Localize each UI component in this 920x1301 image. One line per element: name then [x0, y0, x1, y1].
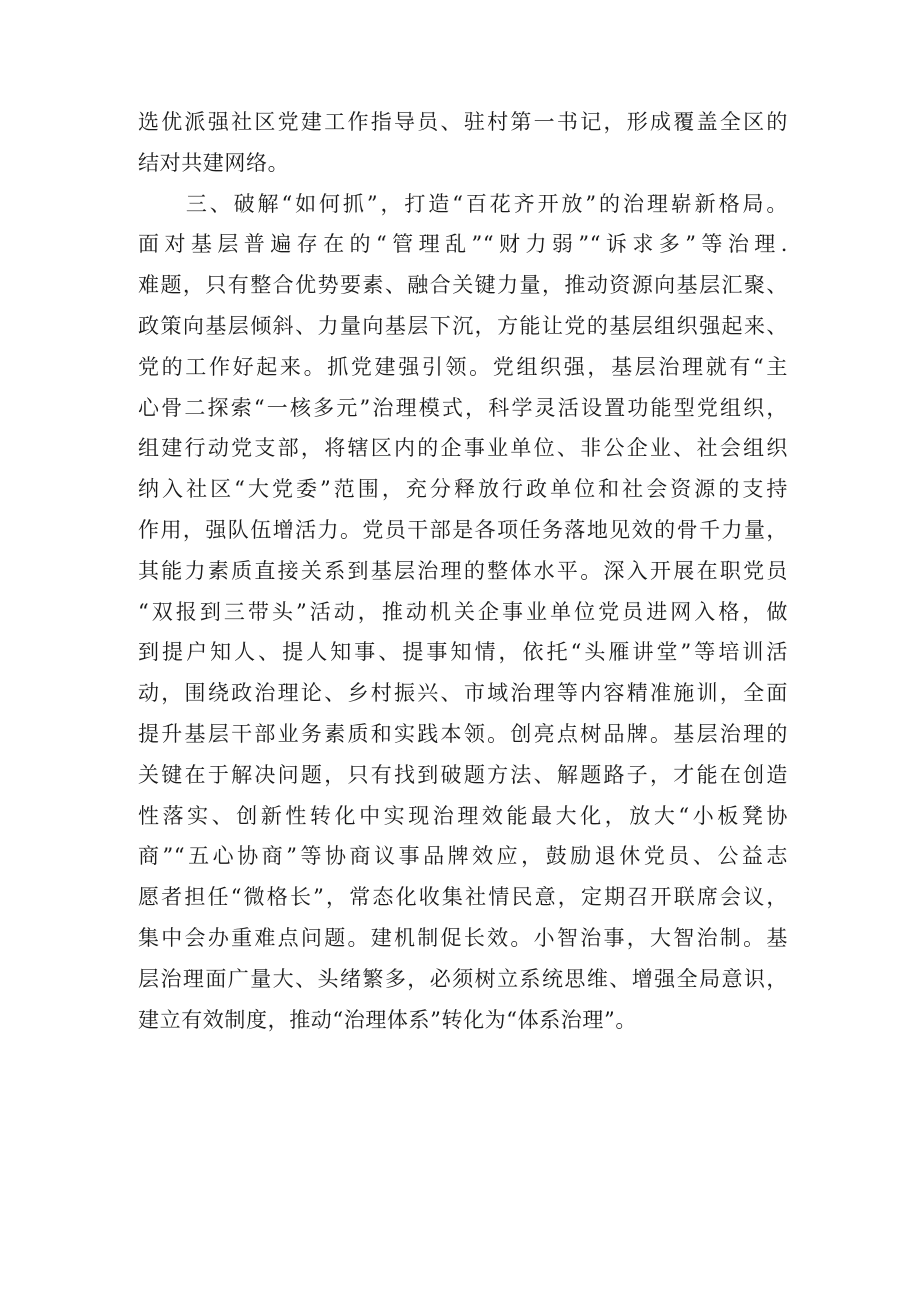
text-line: 组建行动党支部，将辖区内的企事业单位、非公企业、社会组织: [138, 436, 788, 461]
text-line: 提升基层干部业务素质和实践本领。创亮点树品牌。基层治理的: [138, 721, 788, 746]
text-line: 党的工作好起来。抓党建强引领。党组织强，基层治理就有“主: [138, 354, 788, 379]
text-line: 商”“五心协商”等协商议事品牌效应，鼓励退休党员、公益志: [138, 844, 788, 869]
text-line: 结对共建网络。: [138, 150, 290, 175]
section-heading-line: 三、破解“如何抓”，打造“百花齐开放”的治理崭新格局。: [138, 191, 788, 216]
text-line: 建立有效制度，推动“治理体系”转化为“体系治理”。: [138, 1007, 637, 1032]
text-line: 纳入社区“大党委”范围，充分释放行政单位和社会资源的支持: [138, 477, 788, 502]
text-line: 到提户知人、提人知事、提事知情，依托“头雁讲堂”等培训活: [138, 640, 788, 665]
text-line: 其能力素质直接关系到基层治理的整体水平。深入开展在职党员: [138, 558, 788, 583]
text-line: 动，围绕政治理论、乡村振兴、市域治理等内容精准施训，全面: [138, 681, 788, 706]
text-line: 集中会办重难点问题。建机制促长效。小智治事，大智治制。基: [138, 925, 788, 950]
body-text: [138, 102, 788, 1040]
text-line: 面对基层普遍存在的“管理乱”“财力弱”“诉求多”等治理.: [138, 232, 788, 257]
text-line: 难题，只有整合优势要素、融合关键力量，推动资源向基层汇聚、: [138, 273, 788, 298]
text-line: 层治理面广量大、头绪繁多，必须树立系统思维、增强全局意识，: [138, 966, 788, 991]
text-line: 政策向基层倾斜、力量向基层下沉，方能让党的基层组织强起来、: [138, 313, 788, 338]
text-line: 选优派强社区党建工作指导员、驻村第一书记，形成覆盖全区的: [138, 110, 788, 134]
text-line: 关键在于解决问题，只有找到破题方法、解题路子，才能在创造: [138, 762, 788, 787]
text-line: 心骨二探索“一核多元”治理模式，科学灵活设置功能型党组织，: [138, 395, 788, 420]
text-line: 性落实、创新性转化中实现治理效能最大化，放大“小板凳协: [138, 803, 788, 828]
text-line: “双报到三带头”活动，推动机关企事业单位党员进网入格，做: [138, 599, 788, 624]
text-line: 作用，强队伍增活力。党员干部是各项任务落地见效的骨千力量，: [138, 517, 788, 542]
text-line: 愿者担任“微格长”，常态化收集社情民意，定期召开联席会议，: [138, 885, 788, 910]
